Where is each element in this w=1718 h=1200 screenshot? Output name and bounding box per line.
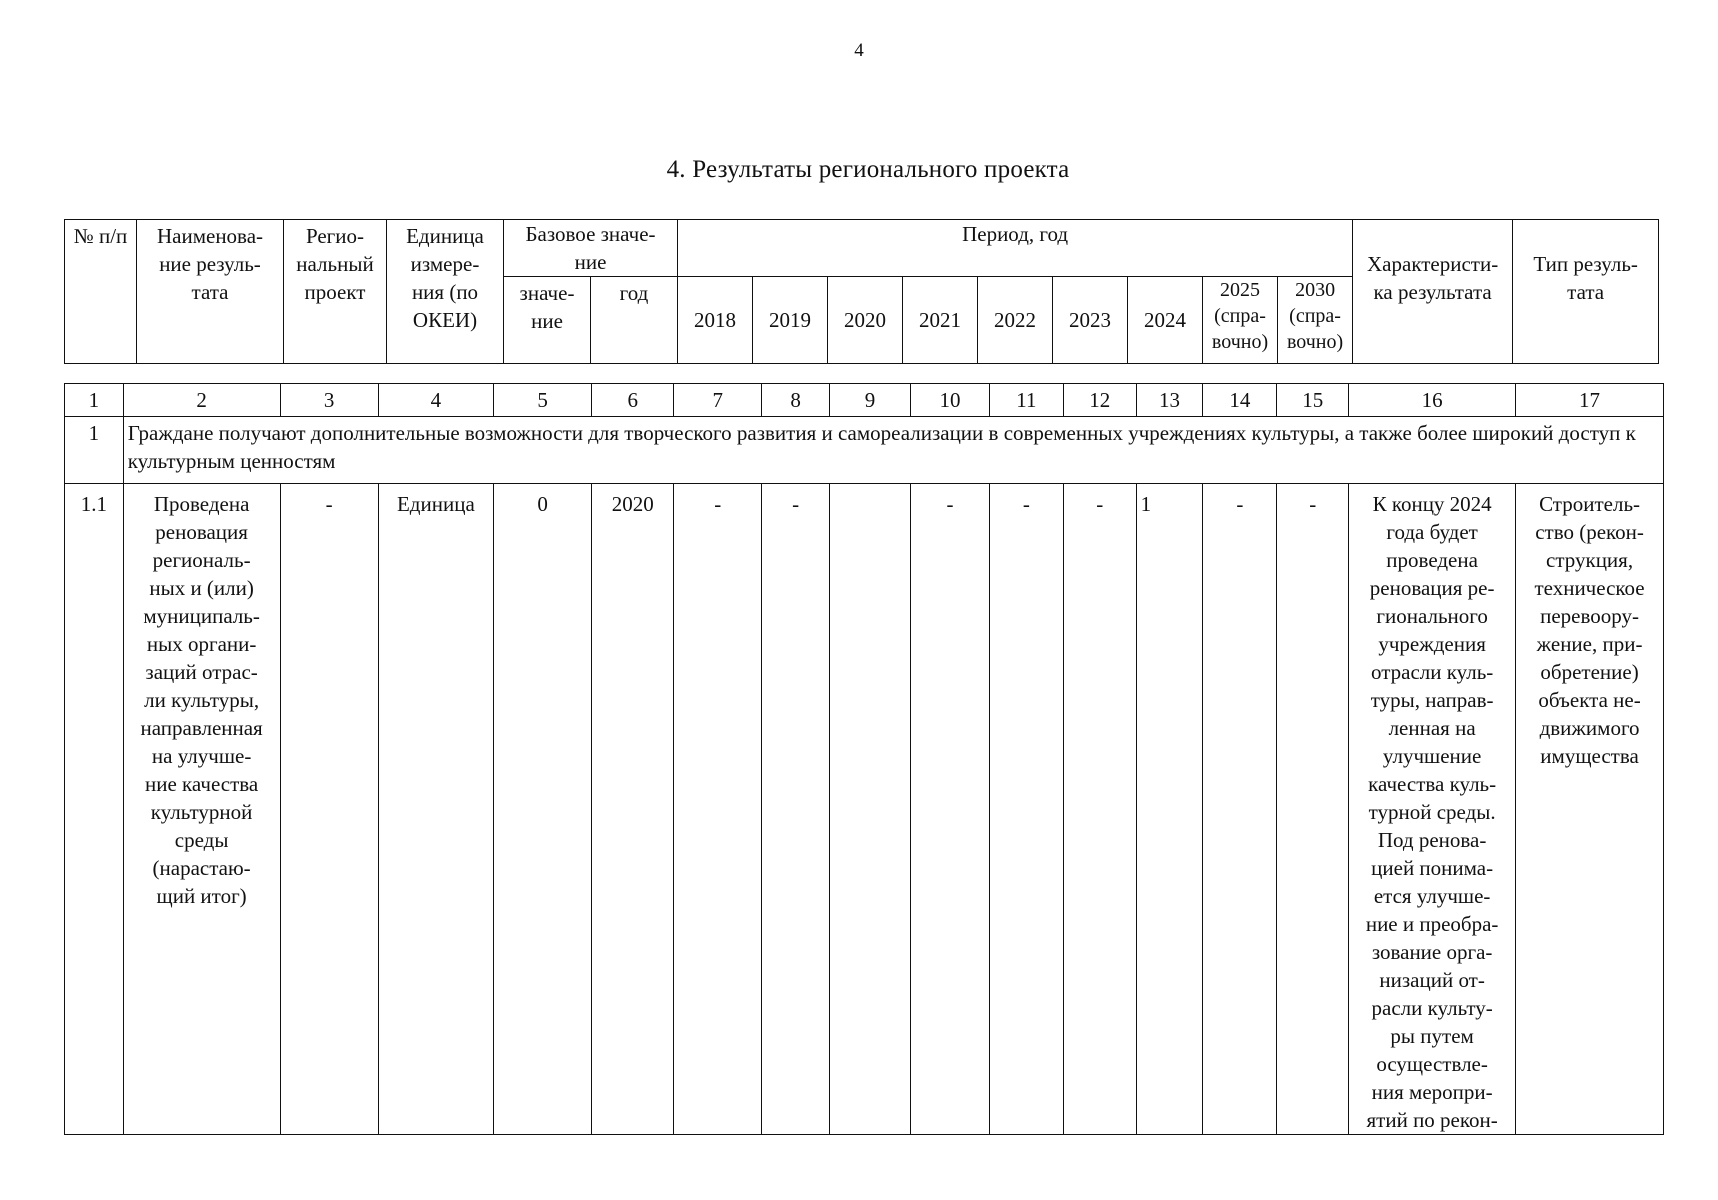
header-base-value: значе- ние: [504, 277, 591, 364]
column-number: 17: [1516, 384, 1664, 417]
results-table-header: [64, 219, 1659, 364]
row-2023: -: [1063, 484, 1136, 1135]
column-number: 13: [1136, 384, 1203, 417]
column-number: 5: [494, 384, 592, 417]
results-table-body: [64, 383, 1664, 1135]
header-year: 2022: [978, 277, 1053, 364]
group-row: [65, 417, 1664, 484]
group-num: 1: [65, 417, 124, 484]
header-base: Базовое значе- ние: [504, 220, 678, 277]
column-number: 3: [280, 384, 378, 417]
column-number: 9: [830, 384, 911, 417]
row-regional: -: [280, 484, 378, 1135]
row-2030: -: [1277, 484, 1349, 1135]
row-2024: 1: [1136, 484, 1203, 1135]
header-characteristic: Характеристи- ка результата: [1353, 220, 1513, 364]
column-number: 6: [592, 384, 674, 417]
column-number-row: [65, 384, 1664, 417]
row-type: Строитель- ство (рекон- струкция, техническое перевоору- жение, при- обретение) объекта не- движимого имущества: [1516, 484, 1664, 1135]
header-type: Тип резуль- тата: [1513, 220, 1659, 364]
column-number: 11: [989, 384, 1063, 417]
header-year-2025: 2025 (спра- вочно): [1203, 277, 1278, 364]
column-number: 2: [123, 384, 280, 417]
row-2019: -: [762, 484, 830, 1135]
column-number: 10: [910, 384, 989, 417]
row-2021: -: [910, 484, 989, 1135]
header-year: 2019: [753, 277, 828, 364]
column-number: 7: [674, 384, 762, 417]
header-period: Период, год: [678, 220, 1353, 277]
row-base-year: 2020: [592, 484, 674, 1135]
header-unit: Единица измере- ния (по ОКЕИ): [387, 220, 504, 364]
page-number: 4: [854, 40, 864, 61]
row-num: 1.1: [65, 484, 124, 1135]
page-title: 4. Результаты регионального проекта: [666, 156, 1070, 183]
header-name: Наименова- ние резуль- тата: [137, 220, 284, 364]
header-year: 2018: [678, 277, 753, 364]
header-year: 2024: [1128, 277, 1203, 364]
column-number: 8: [762, 384, 830, 417]
column-number: 16: [1349, 384, 1516, 417]
header-year: 2021: [903, 277, 978, 364]
row-2018: -: [674, 484, 762, 1135]
row-2025: -: [1203, 484, 1277, 1135]
column-number: 15: [1277, 384, 1349, 417]
header-year: 2023: [1053, 277, 1128, 364]
row-base-value: 0: [494, 484, 592, 1135]
row-2020: [830, 484, 911, 1135]
row-unit: Единица: [378, 484, 493, 1135]
header-base-year: год: [591, 277, 678, 364]
column-number: 4: [378, 384, 493, 417]
row-characteristic: К концу 2024 года будет проведена реновация ре- гионального учреждения отрасли куль- туры, направ- ленная на улучшение качества куль- турной среды. Под ренова- цией понима- ется улучше- ние и преобра- зование орга- низаций от- расли культу- ры путем осуществле- ния меропри- ятий по рекон-: [1349, 484, 1516, 1135]
column-number: 12: [1063, 384, 1136, 417]
header-num: № п/п: [65, 220, 137, 364]
result-row: [65, 484, 1664, 1135]
header-year-2030: 2030 (спра- вочно): [1278, 277, 1353, 364]
group-text: Граждане получают дополнительные возможности для творческого развития и самореализации в современных учреждениях культуры, а также более широкий доступ к культурным ценностям: [123, 417, 1663, 484]
row-2022: -: [989, 484, 1063, 1135]
column-number: 14: [1203, 384, 1277, 417]
row-name: Проведена реновация региональ- ных и (или) муниципаль- ных органи- заций отрас- ли культуры, направленная на улучше- ние качества культурной среды (нарастаю- щий итог): [123, 484, 280, 1135]
header-regional: Регио- нальный проект: [284, 220, 387, 364]
header-year: 2020: [828, 277, 903, 364]
column-number: 1: [65, 384, 124, 417]
